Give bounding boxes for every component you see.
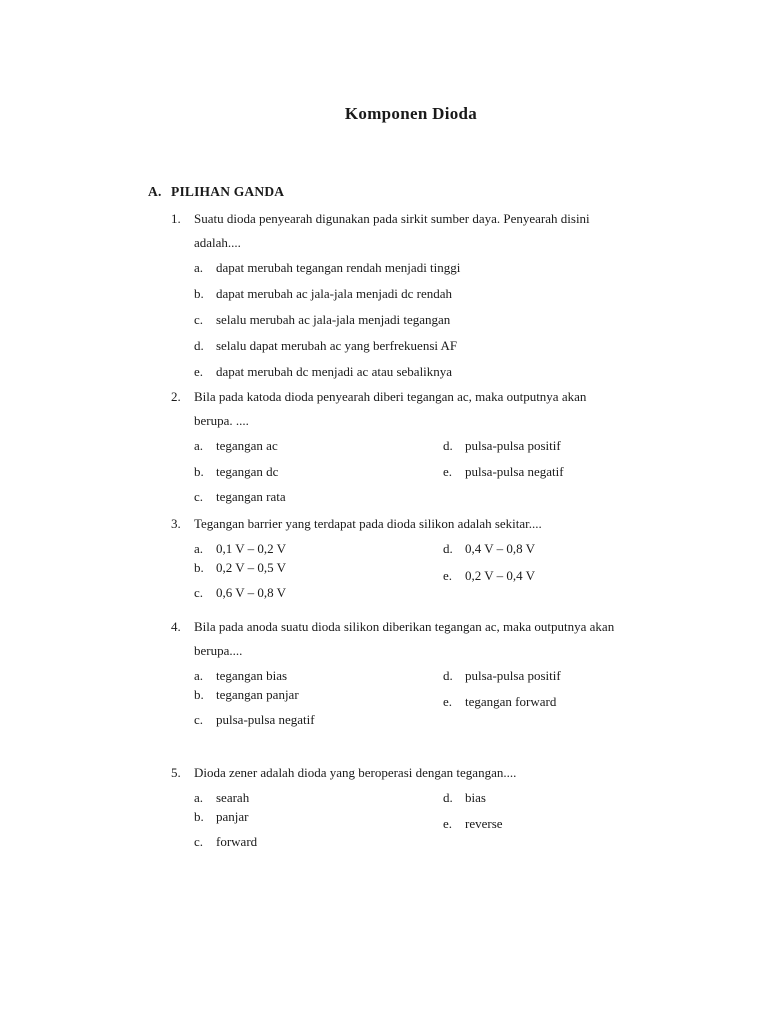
option-text: tegangan dc bbox=[216, 464, 279, 479]
question-text-line-1: Suatu dioda penyearah digunakan pada sirkit sumber daya. Penyearah disini bbox=[194, 211, 590, 226]
option-label: c. bbox=[194, 489, 204, 504]
option-text: pulsa-pulsa negatif bbox=[465, 464, 564, 479]
option-text: forward bbox=[216, 834, 258, 849]
option-text: pulsa-pulsa positif bbox=[465, 438, 561, 453]
option-text: tegangan bias bbox=[216, 668, 288, 683]
option-label: b. bbox=[194, 464, 204, 479]
option-text: 0,6 V – 0,8 V bbox=[216, 585, 287, 600]
option-text: dapat merubah ac jala-jala menjadi dc rendah bbox=[216, 286, 453, 301]
option-label: a. bbox=[194, 260, 204, 275]
option-label: e. bbox=[443, 464, 453, 479]
option-text: selalu dapat merubah ac yang berfrekuensi AF bbox=[216, 338, 458, 353]
option-label: c. bbox=[194, 712, 204, 727]
option-label: e. bbox=[443, 568, 453, 583]
option-text: tegangan ac bbox=[216, 438, 278, 453]
option-label: c. bbox=[194, 312, 204, 327]
question-number: 2. bbox=[171, 389, 181, 404]
option-text: tegangan panjar bbox=[216, 687, 299, 702]
option-label: d. bbox=[443, 438, 453, 453]
question-text-line-2: berupa.... bbox=[194, 643, 243, 658]
option-text: selalu merubah ac jala-jala menjadi tegangan bbox=[216, 312, 451, 327]
option-label: b. bbox=[194, 560, 204, 575]
document-title: Komponen Dioda bbox=[344, 104, 478, 123]
option-text: bias bbox=[465, 790, 486, 805]
option-label: b. bbox=[194, 809, 204, 824]
option-label: a. bbox=[194, 668, 204, 683]
section-label: A. bbox=[148, 184, 162, 199]
question-text-line-1: Dioda zener adalah dioda yang beroperasi dengan tegangan.... bbox=[194, 765, 517, 780]
option-text: panjar bbox=[216, 809, 249, 824]
question-number: 3. bbox=[171, 516, 181, 531]
option-text: tegangan forward bbox=[465, 694, 557, 709]
option-text: pulsa-pulsa positif bbox=[465, 668, 561, 683]
option-text: reverse bbox=[465, 816, 503, 831]
option-label: d. bbox=[443, 541, 453, 556]
option-text: dapat merubah tegangan rendah menjadi tinggi bbox=[216, 260, 461, 275]
option-label: e. bbox=[443, 816, 453, 831]
option-label: a. bbox=[194, 790, 204, 805]
option-label: a. bbox=[194, 541, 204, 556]
option-text: pulsa-pulsa negatif bbox=[216, 712, 315, 727]
section-heading bbox=[148, 184, 284, 200]
question-number: 4. bbox=[171, 619, 181, 634]
question-text-line-2: adalah.... bbox=[194, 235, 241, 250]
question-text-line-1: Bila pada katoda dioda penyearah diberi tegangan ac, maka outputnya akan bbox=[194, 389, 587, 404]
option-text: 0,2 V – 0,5 V bbox=[216, 560, 287, 575]
option-label: d. bbox=[443, 790, 453, 805]
option-text: 0,4 V – 0,8 V bbox=[465, 541, 536, 556]
option-label: d. bbox=[194, 338, 204, 353]
option-label: e. bbox=[194, 364, 204, 379]
option-text: tegangan rata bbox=[216, 489, 286, 504]
option-label: c. bbox=[194, 834, 204, 849]
question-text-line-2: berupa. .... bbox=[194, 413, 249, 428]
option-label: d. bbox=[443, 668, 453, 683]
option-label: c. bbox=[194, 585, 204, 600]
option-label: b. bbox=[194, 687, 204, 702]
question-number: 5. bbox=[171, 765, 181, 780]
option-label: b. bbox=[194, 286, 204, 301]
question-text-line-1: Bila pada anoda suatu dioda silikon diberikan tegangan ac, maka outputnya akan bbox=[194, 619, 615, 634]
question-text-line-1: Tegangan barrier yang terdapat pada dioda silikon adalah sekitar.... bbox=[194, 516, 542, 531]
option-label: e. bbox=[443, 694, 453, 709]
section-title: PILIHAN GANDA bbox=[171, 184, 285, 199]
option-text: dapat merubah dc menjadi ac atau sebaliknya bbox=[216, 364, 453, 379]
option-text: 0,2 V – 0,4 V bbox=[465, 568, 536, 583]
option-label: a. bbox=[194, 438, 204, 453]
question-number: 1. bbox=[171, 211, 181, 226]
option-text: searah bbox=[216, 790, 250, 805]
option-text: 0,1 V – 0,2 V bbox=[216, 541, 287, 556]
